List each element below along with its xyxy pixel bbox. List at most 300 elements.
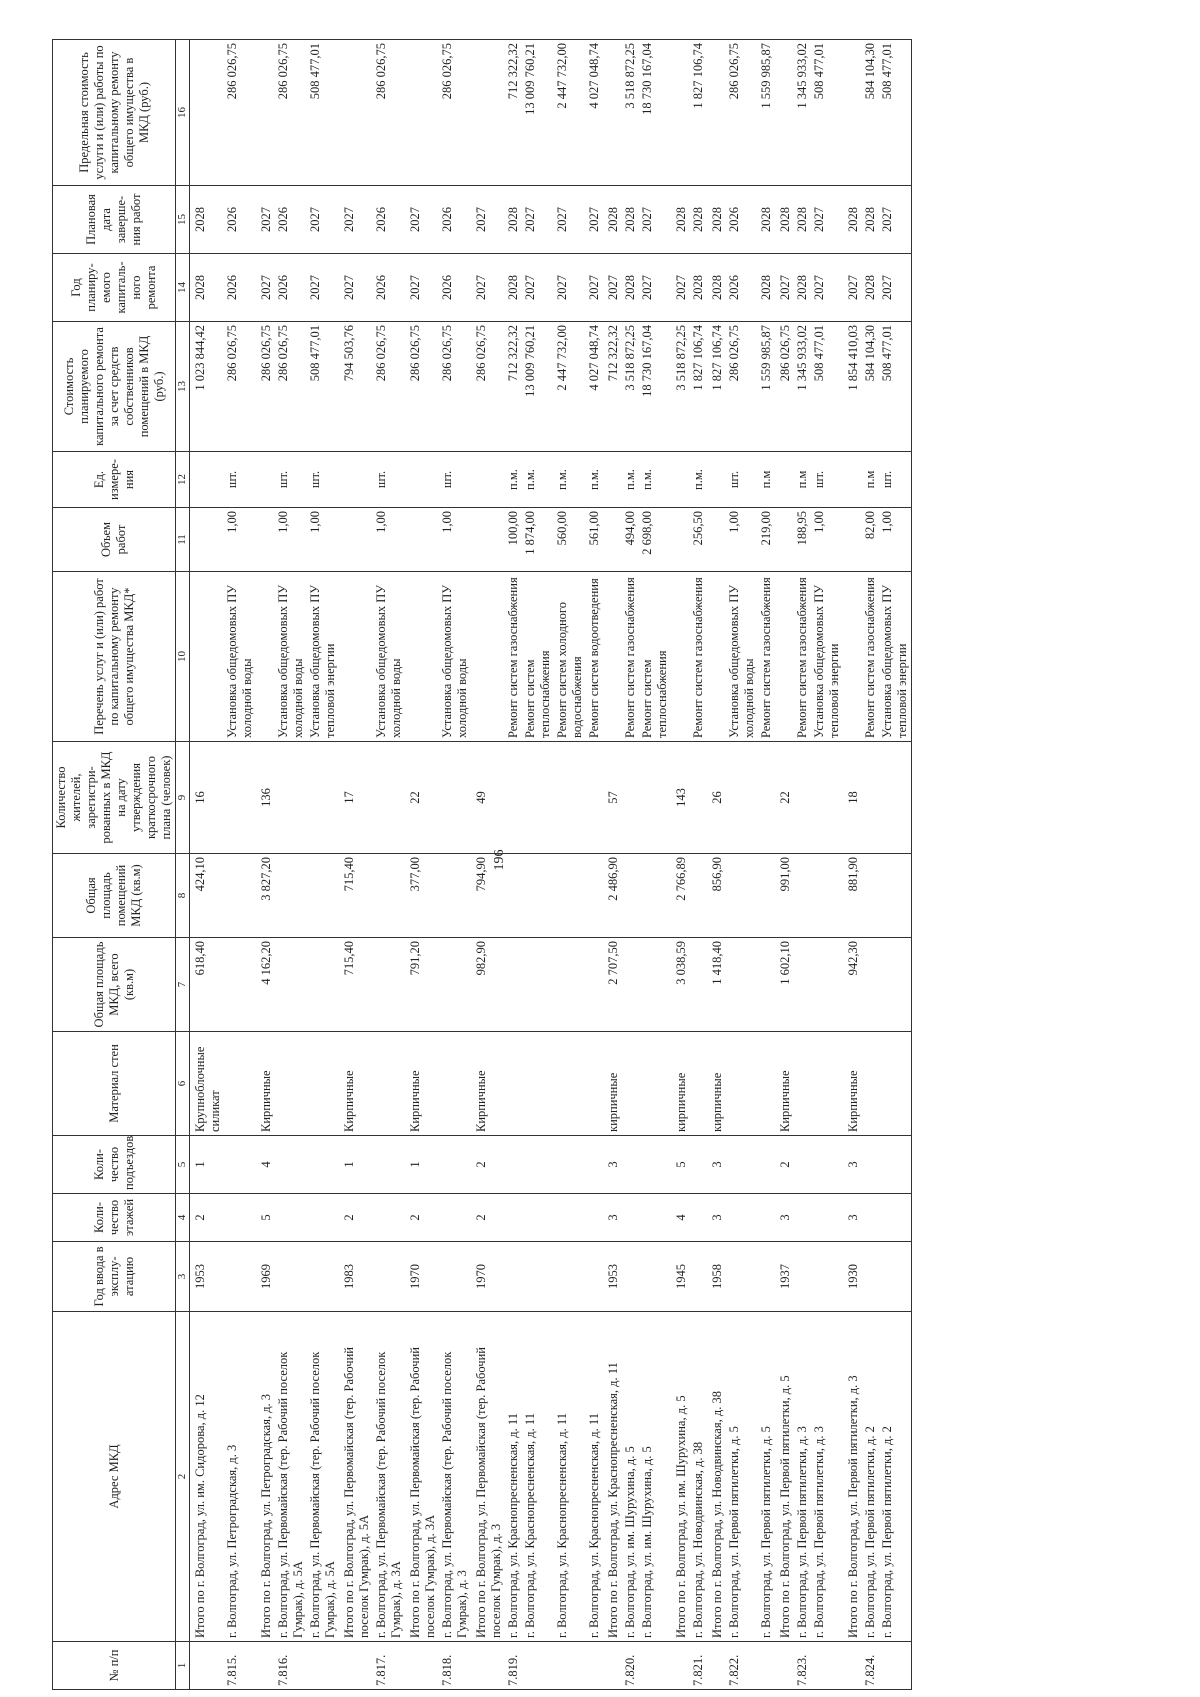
cell-col-14: 2027 xyxy=(811,254,843,322)
cell-col-1 xyxy=(811,1642,843,1690)
cell-col-1 xyxy=(190,1642,225,1690)
cell-col-10: Ремонт систем водоотведения xyxy=(586,572,603,742)
cell-col-13: 286 026,75 xyxy=(224,322,256,452)
cell-col-5 xyxy=(622,1136,639,1194)
cell-col-4 xyxy=(862,1194,879,1242)
cell-col-12: шт. xyxy=(811,452,843,508)
cell-col-5 xyxy=(224,1136,256,1194)
cell-col-7 xyxy=(554,938,586,1032)
cell-col-6: Кирпичные xyxy=(843,1032,862,1136)
cell-col-6 xyxy=(811,1032,843,1136)
cell-col-16: 1 345 933,02 xyxy=(794,40,811,186)
cell-col-8 xyxy=(862,854,879,938)
table-row-total xyxy=(405,40,439,1690)
column-number-row xyxy=(176,40,190,1690)
cell-col-9 xyxy=(307,742,339,854)
cell-col-13: 286 026,75 xyxy=(373,322,405,452)
column-header-4: Коли-чество этажей xyxy=(53,1194,176,1242)
table-row xyxy=(794,40,811,1690)
cell-col-12: п.м xyxy=(758,452,775,508)
cell-col-13: 13 009 760,21 xyxy=(522,322,554,452)
cell-col-9: 22 xyxy=(405,742,439,854)
cell-col-4 xyxy=(758,1194,775,1242)
cell-col-15: 2027 xyxy=(811,186,843,254)
cell-col-13: 286 026,75 xyxy=(726,322,758,452)
table-row-total xyxy=(471,40,505,1690)
cell-col-10: Ремонт систем газоснабжения xyxy=(622,572,639,742)
cell-col-1 xyxy=(471,1642,505,1690)
cell-col-7: 2 707,50 xyxy=(603,938,622,1032)
cell-col-4 xyxy=(726,1194,758,1242)
cell-col-9 xyxy=(622,742,639,854)
column-header-13: Стоимость планируемого капитального ремонта за счет средств собственников помещений в МКД (руб.) xyxy=(53,322,176,452)
cell-col-14: 2027 xyxy=(879,254,912,322)
cell-col-10 xyxy=(471,572,505,742)
cell-col-3 xyxy=(586,1242,603,1312)
cell-col-8 xyxy=(639,854,671,938)
cell-col-6: кирпичные xyxy=(603,1032,622,1136)
cell-col-2: Итого по г. Волгоград, ул. Первой пятилетки, д. 5 xyxy=(775,1312,794,1642)
cell-col-14: 2028 xyxy=(707,254,726,322)
column-number-8: 8 xyxy=(176,854,190,938)
cell-col-14: 2028 xyxy=(622,254,639,322)
cell-col-3 xyxy=(811,1242,843,1312)
cell-col-10: Установка общедомовых ПУ тепловой энергии xyxy=(811,572,843,742)
cell-col-4 xyxy=(879,1194,912,1242)
cell-col-12 xyxy=(707,452,726,508)
cell-col-7 xyxy=(586,938,603,1032)
cell-col-16 xyxy=(405,40,439,186)
cell-col-12 xyxy=(190,452,225,508)
cell-col-4 xyxy=(622,1194,639,1242)
cell-col-9 xyxy=(505,742,522,854)
cell-col-15: 2027 xyxy=(522,186,554,254)
cell-col-1 xyxy=(775,1642,794,1690)
cell-col-6 xyxy=(622,1032,639,1136)
cell-col-3 xyxy=(224,1242,256,1312)
column-header-11: Объем работ xyxy=(53,508,176,572)
column-number-15: 15 xyxy=(176,186,190,254)
cell-col-10: Ремонт систем газоснабжения xyxy=(794,572,811,742)
cell-col-7 xyxy=(439,938,471,1032)
cell-col-10: Установка общедомовых ПУ холодной воды xyxy=(439,572,471,742)
cell-col-14: 2027 xyxy=(522,254,554,322)
table-row xyxy=(224,40,256,1690)
cell-col-5: 4 xyxy=(256,1136,275,1194)
cell-col-16 xyxy=(339,40,373,186)
cell-col-5 xyxy=(758,1136,775,1194)
cell-col-7 xyxy=(622,938,639,1032)
cell-col-9 xyxy=(862,742,879,854)
cell-col-3: 1970 xyxy=(471,1242,505,1312)
cell-col-2: г. Волгоград, ул. Первомайская (тер. Рабочий поселок Гумрак), д. 5А xyxy=(307,1312,339,1642)
cell-col-9 xyxy=(224,742,256,854)
cell-col-15: 2028 xyxy=(190,186,225,254)
column-number-3: 3 xyxy=(176,1242,190,1312)
cell-col-15: 2028 xyxy=(707,186,726,254)
cell-col-12: шт. xyxy=(307,452,339,508)
cell-col-16 xyxy=(603,40,622,186)
cell-col-12 xyxy=(405,452,439,508)
cell-col-4: 2 xyxy=(471,1194,505,1242)
cell-col-6 xyxy=(758,1032,775,1136)
cell-col-3 xyxy=(373,1242,405,1312)
cell-col-5 xyxy=(862,1136,879,1194)
cell-col-15: 2026 xyxy=(224,186,256,254)
cell-col-8 xyxy=(373,854,405,938)
cell-col-3 xyxy=(522,1242,554,1312)
cell-col-6 xyxy=(690,1032,707,1136)
cell-col-12: шт. xyxy=(373,452,405,508)
cell-col-2: г. Волгоград, ул. Первой пятилетки, д. 3 xyxy=(811,1312,843,1642)
cell-col-2: г. Волгоград, ул. Краснопресненская, д. 11 xyxy=(586,1312,603,1642)
cell-col-8: 377,00 xyxy=(405,854,439,938)
table-row-total xyxy=(671,40,690,1690)
cell-col-5 xyxy=(373,1136,405,1194)
cell-col-12 xyxy=(471,452,505,508)
cell-col-4: 3 xyxy=(843,1194,862,1242)
cell-col-13: 1 854 410,03 xyxy=(843,322,862,452)
cell-col-11: 1,00 xyxy=(439,508,471,572)
cell-col-10 xyxy=(339,572,373,742)
cell-col-5 xyxy=(726,1136,758,1194)
cell-col-15: 2027 xyxy=(586,186,603,254)
cell-col-16 xyxy=(190,40,225,186)
cell-col-10: Установка общедомовых ПУ тепловой энергии xyxy=(879,572,912,742)
cell-col-8 xyxy=(758,854,775,938)
cell-col-1 xyxy=(671,1642,690,1690)
cell-col-16 xyxy=(843,40,862,186)
cell-col-14: 2026 xyxy=(726,254,758,322)
column-number-11: 11 xyxy=(176,508,190,572)
cell-col-11: 1,00 xyxy=(307,508,339,572)
cell-col-8: 856,90 xyxy=(707,854,726,938)
cell-col-15: 2026 xyxy=(373,186,405,254)
table-row xyxy=(522,40,554,1690)
cell-col-14: 2028 xyxy=(190,254,225,322)
cell-col-2: г. Волгоград, ул. Краснопресненская, д. 11 xyxy=(522,1312,554,1642)
cell-col-8 xyxy=(879,854,912,938)
cell-col-5 xyxy=(505,1136,522,1194)
cell-col-15: 2028 xyxy=(775,186,794,254)
cell-col-10 xyxy=(775,572,794,742)
cell-col-9 xyxy=(554,742,586,854)
cell-col-7 xyxy=(275,938,307,1032)
cell-col-11: 1,00 xyxy=(275,508,307,572)
cell-col-10 xyxy=(843,572,862,742)
cell-col-13: 794 503,76 xyxy=(339,322,373,452)
cell-col-8 xyxy=(224,854,256,938)
table-row xyxy=(275,40,307,1690)
cell-col-8: 881,90 xyxy=(843,854,862,938)
cell-col-14: 2026 xyxy=(224,254,256,322)
cell-col-15: 2028 xyxy=(622,186,639,254)
cell-col-7 xyxy=(726,938,758,1032)
cell-col-3: 1969 xyxy=(256,1242,275,1312)
cell-col-15: 2027 xyxy=(307,186,339,254)
table-row-total xyxy=(843,40,862,1690)
cell-col-5 xyxy=(307,1136,339,1194)
cell-col-11 xyxy=(339,508,373,572)
cell-col-8: 2 486,90 xyxy=(603,854,622,938)
cell-col-14: 2028 xyxy=(758,254,775,322)
cell-col-6 xyxy=(554,1032,586,1136)
cell-col-6: Кирпичные xyxy=(775,1032,794,1136)
cell-col-7 xyxy=(794,938,811,1032)
column-header-5: Коли-чество подъездов xyxy=(53,1136,176,1194)
cell-col-8 xyxy=(522,854,554,938)
cell-col-7: 4 162,20 xyxy=(256,938,275,1032)
cell-col-10: Ремонт систем газоснабжения xyxy=(505,572,522,742)
cell-col-1 xyxy=(522,1642,554,1690)
cell-col-12: п.м. xyxy=(586,452,603,508)
cell-col-7 xyxy=(811,938,843,1032)
cell-col-16 xyxy=(707,40,726,186)
cell-col-3 xyxy=(275,1242,307,1312)
column-number-2: 2 xyxy=(176,1312,190,1642)
cell-col-15: 2028 xyxy=(505,186,522,254)
cell-col-2: г. Волгоград, ул. Новодвинская, д. 38 xyxy=(690,1312,707,1642)
cell-col-14: 2028 xyxy=(505,254,522,322)
column-header-6: Материал стен xyxy=(53,1032,176,1136)
cell-col-6: Кирпичные xyxy=(256,1032,275,1136)
cell-col-1: 7.820. xyxy=(622,1642,639,1690)
cell-col-11 xyxy=(256,508,275,572)
cell-col-9 xyxy=(794,742,811,854)
cell-col-12: п.м. xyxy=(522,452,554,508)
cell-col-14: 2026 xyxy=(373,254,405,322)
cell-col-13: 1 023 844,42 xyxy=(190,322,225,452)
cell-col-4 xyxy=(224,1194,256,1242)
cell-col-4 xyxy=(794,1194,811,1242)
column-header-12: Ед. измере-ния xyxy=(53,452,176,508)
cell-col-2: г. Волгоград, ул. Первомайская (тер. Рабочий поселок Гумрак), д. 3 xyxy=(439,1312,471,1642)
cell-col-1: 7.824. xyxy=(862,1642,879,1690)
column-number-7: 7 xyxy=(176,938,190,1032)
cell-col-3 xyxy=(862,1242,879,1312)
cell-col-10: Установка общедомовых ПУ холодной воды xyxy=(373,572,405,742)
cell-col-4 xyxy=(522,1194,554,1242)
cell-col-9 xyxy=(811,742,843,854)
cell-col-10 xyxy=(256,572,275,742)
cell-col-7: 1 602,10 xyxy=(775,938,794,1032)
cell-col-12: п.м. xyxy=(639,452,671,508)
cell-col-9: 49 xyxy=(471,742,505,854)
column-number-1: 1 xyxy=(176,1642,190,1690)
table-row xyxy=(505,40,522,1690)
cell-col-3: 1937 xyxy=(775,1242,794,1312)
cell-col-15: 2026 xyxy=(726,186,758,254)
cell-col-11 xyxy=(775,508,794,572)
cell-col-12 xyxy=(775,452,794,508)
table-row-total xyxy=(775,40,794,1690)
cell-col-13: 1 827 106,74 xyxy=(690,322,707,452)
cell-col-12 xyxy=(256,452,275,508)
cell-col-16: 508 477,01 xyxy=(307,40,339,186)
cell-col-11: 1,00 xyxy=(879,508,912,572)
cell-col-3: 1983 xyxy=(339,1242,373,1312)
table-row xyxy=(554,40,586,1690)
cell-col-3 xyxy=(439,1242,471,1312)
cell-col-5 xyxy=(690,1136,707,1194)
cell-col-16: 2 447 732,00 xyxy=(554,40,586,186)
cell-col-5 xyxy=(879,1136,912,1194)
cell-col-16: 286 026,75 xyxy=(439,40,471,186)
cell-col-1: 7.823. xyxy=(794,1642,811,1690)
table-row xyxy=(586,40,603,1690)
cell-col-5: 1 xyxy=(190,1136,225,1194)
cell-col-7 xyxy=(224,938,256,1032)
table-body xyxy=(190,40,912,1690)
cell-col-3: 1970 xyxy=(405,1242,439,1312)
cell-col-10 xyxy=(707,572,726,742)
table-row-total xyxy=(707,40,726,1690)
cell-col-6 xyxy=(275,1032,307,1136)
cell-col-9 xyxy=(522,742,554,854)
cell-col-1 xyxy=(586,1642,603,1690)
cell-col-5 xyxy=(275,1136,307,1194)
column-header-3: Год ввода в эксплу-атацию xyxy=(53,1242,176,1312)
cell-col-10: Ремонт систем газоснабжения xyxy=(862,572,879,742)
cell-col-11: 2 698,00 xyxy=(639,508,671,572)
cell-col-7: 942,30 xyxy=(843,938,862,1032)
cell-col-7 xyxy=(373,938,405,1032)
cell-col-12: шт. xyxy=(275,452,307,508)
cell-col-10: Установка общедомовых ПУ тепловой энергии xyxy=(307,572,339,742)
cell-col-14: 2027 xyxy=(471,254,505,322)
cell-col-8: 3 827,20 xyxy=(256,854,275,938)
cell-col-6 xyxy=(726,1032,758,1136)
cell-col-5: 5 xyxy=(671,1136,690,1194)
cell-col-14: 2026 xyxy=(275,254,307,322)
table-row xyxy=(726,40,758,1690)
cell-col-5 xyxy=(439,1136,471,1194)
cell-col-16: 286 026,75 xyxy=(373,40,405,186)
repair-plan-table xyxy=(52,39,912,1690)
cell-col-7: 618,40 xyxy=(190,938,225,1032)
table-row xyxy=(622,40,639,1690)
cell-col-8 xyxy=(439,854,471,938)
cell-col-16: 508 477,01 xyxy=(811,40,843,186)
cell-col-1 xyxy=(603,1642,622,1690)
cell-col-14: 2027 xyxy=(671,254,690,322)
cell-col-16: 584 104,30 xyxy=(862,40,879,186)
cell-col-13: 3 518 872,25 xyxy=(671,322,690,452)
cell-col-5 xyxy=(554,1136,586,1194)
cell-col-1 xyxy=(554,1642,586,1690)
cell-col-8 xyxy=(307,854,339,938)
cell-col-8 xyxy=(811,854,843,938)
cell-col-12: шт. xyxy=(726,452,758,508)
column-header-1: № п/п xyxy=(53,1642,176,1690)
cell-col-9 xyxy=(758,742,775,854)
cell-col-13: 286 026,75 xyxy=(471,322,505,452)
cell-col-5: 3 xyxy=(707,1136,726,1194)
cell-col-13: 18 730 167,04 xyxy=(639,322,671,452)
cell-col-15: 2027 xyxy=(471,186,505,254)
cell-col-6 xyxy=(586,1032,603,1136)
cell-col-5: 2 xyxy=(775,1136,794,1194)
cell-col-14: 2027 xyxy=(339,254,373,322)
cell-col-4 xyxy=(275,1194,307,1242)
cell-col-3 xyxy=(758,1242,775,1312)
cell-col-12 xyxy=(603,452,622,508)
cell-col-11: 561,00 xyxy=(586,508,603,572)
cell-col-12 xyxy=(339,452,373,508)
cell-col-16: 286 026,75 xyxy=(224,40,256,186)
table-row xyxy=(879,40,912,1690)
cell-col-8 xyxy=(275,854,307,938)
cell-col-14: 2027 xyxy=(307,254,339,322)
cell-col-11: 100,00 xyxy=(505,508,522,572)
cell-col-2: г. Волгоград, ул. Краснопресненская, д. 11 xyxy=(505,1312,522,1642)
cell-col-15: 2026 xyxy=(439,186,471,254)
column-header-7: Общая площадь МКД, всего (кв.м) xyxy=(53,938,176,1032)
cell-col-13: 508 477,01 xyxy=(811,322,843,452)
table-row xyxy=(811,40,843,1690)
cell-col-7 xyxy=(505,938,522,1032)
cell-col-2: Итого по г. Волгоград, ул. Краснопресненская, д. 11 xyxy=(603,1312,622,1642)
cell-col-14: 2027 xyxy=(639,254,671,322)
table-row-total xyxy=(190,40,225,1690)
cell-col-7 xyxy=(690,938,707,1032)
cell-col-2: г. Волгоград, ул. им. Шурухина, д. 5 xyxy=(622,1312,639,1642)
cell-col-3 xyxy=(879,1242,912,1312)
cell-col-4 xyxy=(373,1194,405,1242)
cell-col-7 xyxy=(522,938,554,1032)
column-number-16: 16 xyxy=(176,40,190,186)
cell-col-11 xyxy=(405,508,439,572)
cell-col-5 xyxy=(794,1136,811,1194)
cell-col-14: 2028 xyxy=(794,254,811,322)
cell-col-1: 7.815. xyxy=(224,1642,256,1690)
cell-col-11: 219,00 xyxy=(758,508,775,572)
cell-col-4: 2 xyxy=(405,1194,439,1242)
cell-col-11: 1,00 xyxy=(726,508,758,572)
cell-col-9: 16 xyxy=(190,742,225,854)
cell-col-10: Ремонт систем газоснабжения xyxy=(758,572,775,742)
cell-col-14: 2027 xyxy=(603,254,622,322)
cell-col-6 xyxy=(862,1032,879,1136)
cell-col-7 xyxy=(758,938,775,1032)
cell-col-5 xyxy=(522,1136,554,1194)
cell-col-13: 4 027 048,74 xyxy=(586,322,603,452)
cell-col-9 xyxy=(879,742,912,854)
column-header-15: Плановая дата заверше-ния работ xyxy=(53,186,176,254)
cell-col-7 xyxy=(307,938,339,1032)
cell-col-12 xyxy=(843,452,862,508)
cell-col-6: Кирпичные xyxy=(471,1032,505,1136)
cell-col-7: 3 038,59 xyxy=(671,938,690,1032)
cell-col-11: 1 874,00 xyxy=(522,508,554,572)
cell-col-6 xyxy=(373,1032,405,1136)
page-number: 196 xyxy=(492,849,507,871)
cell-col-8 xyxy=(622,854,639,938)
cell-col-4 xyxy=(639,1194,671,1242)
cell-col-7 xyxy=(879,938,912,1032)
cell-col-12: п.м. xyxy=(554,452,586,508)
cell-col-14: 2028 xyxy=(862,254,879,322)
cell-col-11 xyxy=(843,508,862,572)
cell-col-13: 1 345 933,02 xyxy=(794,322,811,452)
table-row xyxy=(307,40,339,1690)
cell-col-6 xyxy=(522,1032,554,1136)
cell-col-15: 2028 xyxy=(690,186,707,254)
cell-col-3: 1945 xyxy=(671,1242,690,1312)
table-row-total xyxy=(339,40,373,1690)
cell-col-16: 18 730 167,04 xyxy=(639,40,671,186)
cell-col-9: 22 xyxy=(775,742,794,854)
